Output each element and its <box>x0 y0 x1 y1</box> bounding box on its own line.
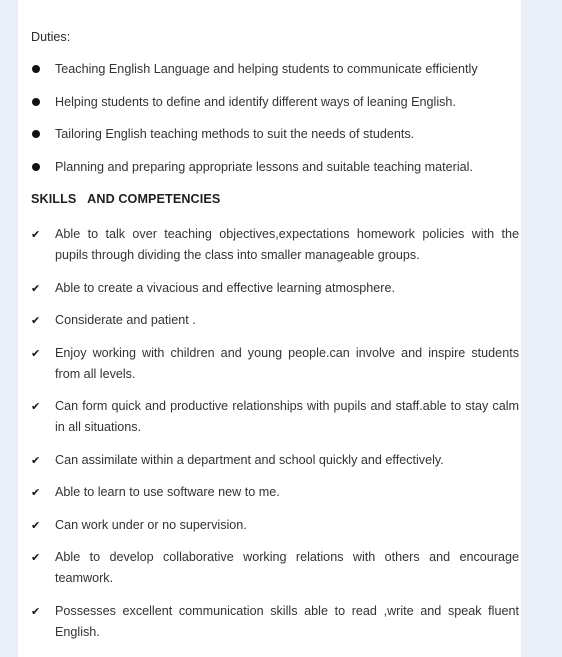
checkmark-icon: ✔ <box>31 346 41 360</box>
skill-text: Able to develop collaborative working relations with others and encourage teamwork. <box>55 550 519 585</box>
skill-text: Possesses excellent communication skills able to read ,write and speak fluent English. <box>55 603 519 639</box>
skill-text: Considerate and patient . <box>55 313 196 327</box>
bullet-icon <box>32 65 40 73</box>
duty-text: Helping students to define and identify different ways of leaning English. <box>55 94 456 109</box>
skill-text: Able to learn to use software new to me. <box>55 485 280 499</box>
checkmark-icon: ✔ <box>31 228 41 241</box>
skill-item <box>31 547 519 589</box>
skill-text: Can work under or no supervision. <box>55 517 247 532</box>
duty-item <box>31 94 519 111</box>
skill-item <box>31 396 519 438</box>
duty-text: Planning and preparing appropriate lessons and suitable teaching material. <box>55 159 473 174</box>
skill-item <box>31 601 519 643</box>
duties-list <box>31 61 519 176</box>
resume-content <box>31 29 519 654</box>
checkmark-icon: ✔ <box>31 281 41 295</box>
skill-text: Able to talk over teaching objectives,expectations homework policies with the pupils through dividing the class into smaller manageable groups. <box>55 227 519 262</box>
skill-text: Able to create a vivacious and effective learning atmosphere. <box>55 280 396 295</box>
checkmark-icon: ✔ <box>31 400 41 413</box>
skill-item <box>31 450 519 471</box>
skill-item <box>31 343 519 385</box>
duty-text: Tailoring English teaching methods to suit the needs of students. <box>55 127 415 141</box>
duty-item <box>31 159 519 176</box>
checkmark-icon: ✔ <box>31 453 41 467</box>
skill-item <box>31 482 519 503</box>
skill-item <box>31 224 519 266</box>
skill-item <box>31 278 519 299</box>
duty-item <box>31 126 519 143</box>
bullet-icon <box>32 130 40 138</box>
resume-page <box>18 0 521 657</box>
skills-list <box>31 224 519 643</box>
skill-text: Can form quick and productive relationships with pupils and staff.able to stay calm in all situations. <box>55 399 519 434</box>
skill-text: Enjoy working with children and young people.can involve and inspire students from all levels. <box>55 345 519 381</box>
checkmark-icon: ✔ <box>31 551 41 564</box>
checkmark-icon: ✔ <box>31 486 41 499</box>
bullet-icon <box>32 98 40 106</box>
duty-item <box>31 61 519 78</box>
duties-label: Duties: <box>31 30 71 44</box>
skill-text: Can assimilate within a department and school quickly and effectively. <box>55 452 444 467</box>
duty-text: Teaching English Language and helping students to communicate efficiently <box>55 62 478 76</box>
checkmark-icon: ✔ <box>31 518 41 532</box>
checkmark-icon: ✔ <box>31 314 41 327</box>
skill-item <box>31 310 519 331</box>
skills-section-title: SKILLS AND COMPETENCIES <box>31 192 221 206</box>
bullet-icon <box>32 163 40 171</box>
checkmark-icon: ✔ <box>31 604 41 618</box>
skill-item <box>31 515 519 536</box>
